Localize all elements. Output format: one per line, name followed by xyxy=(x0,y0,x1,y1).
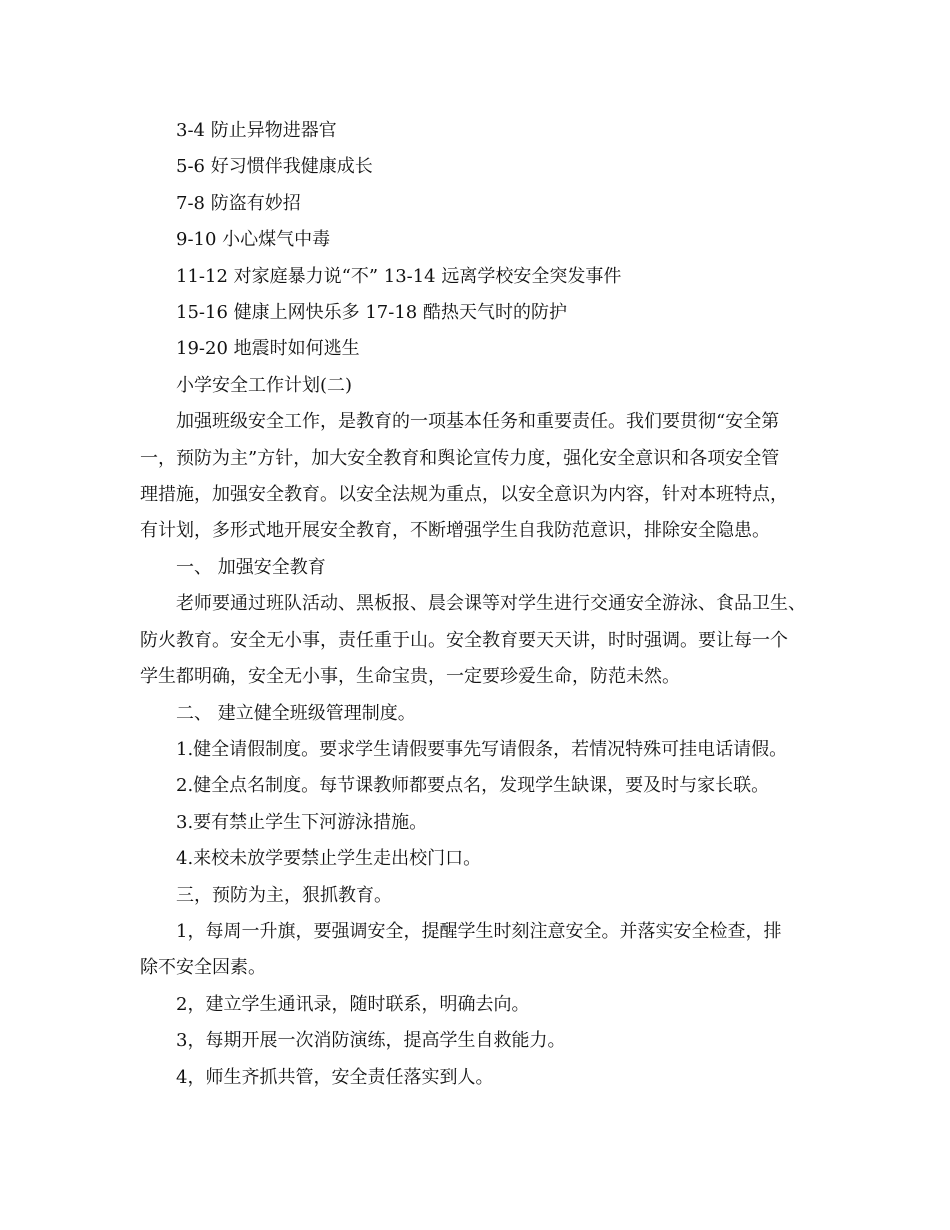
paragraph-line: 加强班级安全工作，是教育的一项基本任务和重要责任。我们要贯彻“安全第 xyxy=(176,411,780,433)
paragraph-line: 老师要通过班队活动、黑板报、晨会课等对学生进行交通安全游泳、食品卫生、 xyxy=(176,593,806,615)
document-body xyxy=(140,113,820,1096)
heading-line: 三，预防为主，狠抓教育。 xyxy=(176,884,392,906)
text-line: 19-20 地震时如何逃生 xyxy=(176,338,360,360)
text-line: 9-10 小心煤气中毒 xyxy=(176,229,331,251)
text-line: 11-12 对家庭暴力说“不” 13-14 远离学校安全突发事件 xyxy=(176,265,622,287)
text-line: 15-16 健康上网快乐多 17-18 酷热天气时的防护 xyxy=(176,302,567,324)
paragraph-line: 理措施，加强安全教育。以安全法规为重点，以安全意识为内容，针对本班特点， xyxy=(140,484,788,506)
paragraph-line: 防火教育。安全无小事，责任重于山。安全教育要天天讲，时时强调。要让每一个 xyxy=(140,629,788,651)
list-item: 2，建立学生通讯录，随时联系，明确去向。 xyxy=(176,993,530,1015)
list-item: 3.要有禁止学生下河游泳措施。 xyxy=(176,811,428,833)
list-item: 4，师生齐抓共管，安全责任落实到人。 xyxy=(176,1066,494,1088)
heading-line: 二、 建立健全班级管理制度。 xyxy=(176,702,416,724)
list-item: 4.来校未放学要禁止学生走出校门口。 xyxy=(176,848,482,870)
paragraph-line: 学生都明确，安全无小事，生命宝贵，一定要珍爱生命，防范未然。 xyxy=(140,666,680,688)
paragraph-line: 一，预防为主”方针，加大安全教育和舆论宣传力度，强化安全意识和各项安全管 xyxy=(140,447,780,469)
paragraph-line: 有计划，多形式地开展安全教育，不断增强学生自我防范意识，排除安全隐患。 xyxy=(140,520,770,542)
list-item: 1，每周一升旗，要强调安全，提醒学生时刻注意安全。并落实安全检查，排 xyxy=(176,920,782,942)
section-title: 小学安全工作计划(二) xyxy=(176,374,353,396)
heading-line: 一、 加强安全教育 xyxy=(176,556,326,578)
text-line: 7-8 防盗有妙招 xyxy=(176,192,301,214)
list-item: 1.健全请假制度。要求学生请假要事先写请假条，若情况特殊可挂电话请假。 xyxy=(176,738,788,760)
text-line: 3-4 防止异物进器官 xyxy=(176,120,337,141)
text-line: 5-6 好习惯伴我健康成长 xyxy=(176,156,373,178)
list-item: 2.健全点名制度。每节课教师都要点名，发现学生缺课，要及时与家长联。 xyxy=(176,775,770,797)
list-item-continuation: 除不安全因素。 xyxy=(140,957,266,979)
list-item: 3，每期开展一次消防演练，提高学生自救能力。 xyxy=(176,1030,566,1052)
